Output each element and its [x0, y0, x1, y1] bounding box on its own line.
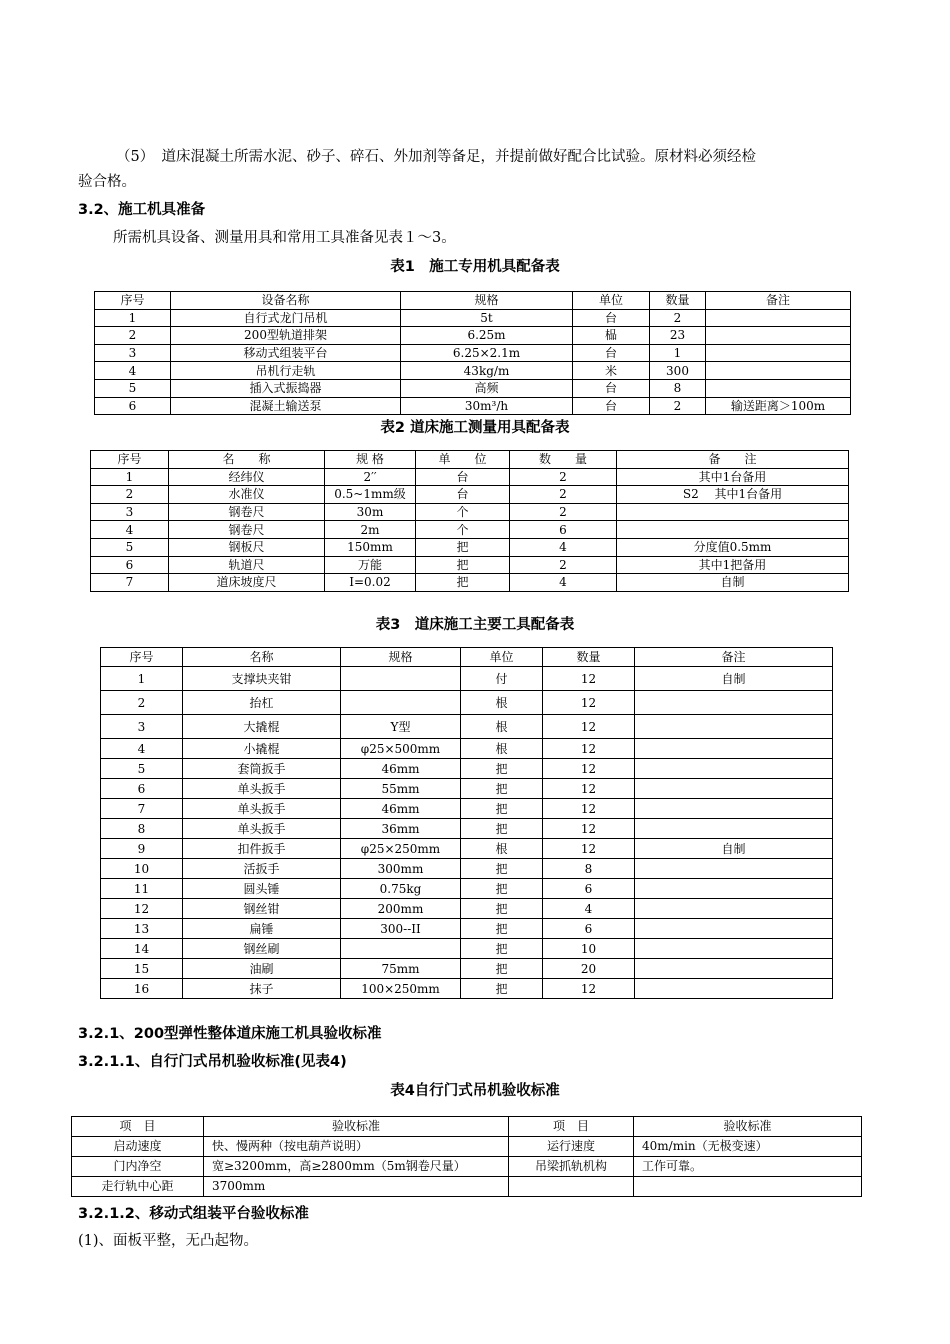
table3-cell: 300mm	[341, 859, 461, 879]
table3-cell	[635, 979, 833, 999]
table1-cell: 2	[650, 309, 706, 327]
table3-cell: 300--II	[341, 919, 461, 939]
table1-cell: 8	[650, 379, 706, 397]
table1-cell: 5	[95, 379, 171, 397]
table3-cell: 套筒扳手	[183, 759, 341, 779]
table3-cell: 8	[543, 859, 635, 879]
table-row	[72, 1157, 862, 1177]
section-3-2-1-title: 3.2.1、200型弹性整体道床施工机具验收标准	[78, 1026, 382, 1042]
table3-cell: 6	[543, 919, 635, 939]
table4-cell: 宽≥3200mm，高≥2800mm（5m钢卷尺量）	[204, 1157, 509, 1177]
table-row	[72, 1137, 862, 1157]
table2	[90, 450, 849, 592]
table2-cell	[617, 503, 849, 521]
table2-header	[91, 451, 849, 469]
table-row	[95, 362, 851, 380]
table4-caption: 表4自行门式吊机验收标准	[390, 1083, 560, 1099]
table3-cell: 根	[461, 691, 543, 715]
table-row	[101, 759, 833, 779]
table1-cell: 1	[95, 309, 171, 327]
table1-cell: 台	[573, 344, 650, 362]
table1-header-cell: 设备名称	[171, 292, 401, 310]
item5-line2: 验合格。	[78, 174, 136, 190]
table3-cell: 把	[461, 819, 543, 839]
table3-cell: 自制	[635, 667, 833, 691]
table1-cell: 6	[95, 397, 171, 415]
table3-cell: 14	[101, 939, 183, 959]
table2-cell: 3	[91, 503, 169, 521]
table3-cell: 把	[461, 879, 543, 899]
table3-cell	[635, 879, 833, 899]
table3-cell: 支撑块夹钳	[183, 667, 341, 691]
table3-cell: 12	[543, 715, 635, 739]
table3-cell	[635, 715, 833, 739]
table1-cell: 吊机行走轨	[171, 362, 401, 380]
table4-cell: 快、慢两种（按电葫芦说明）	[204, 1137, 509, 1157]
table3-cell: 0.75kg	[341, 879, 461, 899]
table2-cell: 2	[510, 468, 617, 486]
table2-cell: 2	[510, 486, 617, 504]
table3-cell	[635, 939, 833, 959]
table3-cell: 1	[101, 667, 183, 691]
table3-cell: 13	[101, 919, 183, 939]
table3-header	[101, 648, 833, 667]
table1-cell: 2	[95, 327, 171, 345]
table3-cell: 6	[543, 879, 635, 899]
table1-cell: 插入式振捣器	[171, 379, 401, 397]
table3-cell: 12	[543, 839, 635, 859]
table4-cell: 吊梁抓轨机构	[509, 1157, 634, 1177]
table-row	[72, 1177, 862, 1197]
table1-cell: 2	[650, 397, 706, 415]
table4	[71, 1116, 862, 1197]
table2-cell: 7	[91, 574, 169, 592]
table4-body	[72, 1137, 862, 1197]
table4-header-cell: 验收标准	[204, 1117, 509, 1137]
table1-cell: 6.25m	[401, 327, 573, 345]
table4-header	[72, 1117, 862, 1137]
table-row	[91, 556, 849, 574]
table4-header-cell: 项 目	[509, 1117, 634, 1137]
table-row	[91, 574, 849, 592]
table2-cell: 钢卷尺	[169, 521, 325, 539]
table3-cell: 把	[461, 759, 543, 779]
table4-header-cell: 项 目	[72, 1117, 204, 1137]
table1-cell: 200型轨道排架	[171, 327, 401, 345]
table1-cell	[706, 309, 851, 327]
table3-cell: 单头扳手	[183, 799, 341, 819]
table4-header-row	[72, 1117, 862, 1137]
table3-header-cell: 数量	[543, 648, 635, 667]
table3-cell: 12	[543, 739, 635, 759]
table3-cell: 单头扳手	[183, 819, 341, 839]
table1	[94, 291, 851, 415]
table3-cell: 10	[543, 939, 635, 959]
table2-cell: 台	[416, 486, 510, 504]
table3-cell: 把	[461, 859, 543, 879]
table3-cell: 20	[543, 959, 635, 979]
table3-cell: 46mm	[341, 759, 461, 779]
section-3-2-title: 3.2、施工机具准备	[78, 202, 206, 218]
table3-cell: 把	[461, 899, 543, 919]
table3-cell: 12	[543, 779, 635, 799]
table3-cell: 7	[101, 799, 183, 819]
table2-cell: 把	[416, 574, 510, 592]
table1-cell: 30m³/h	[401, 397, 573, 415]
table3-cell: 自制	[635, 839, 833, 859]
item5-line1: （5） 道床混凝土所需水泥、砂子、碎石、外加剂等备足，并提前做好配合比试验。原材料必须经检	[116, 149, 756, 165]
table1-cell: 5t	[401, 309, 573, 327]
table2-cell: 个	[416, 503, 510, 521]
table-row	[101, 667, 833, 691]
table-row	[101, 899, 833, 919]
table-row	[101, 939, 833, 959]
table-row	[95, 344, 851, 362]
table2-cell: 5	[91, 538, 169, 556]
table1-cell	[706, 379, 851, 397]
table4-cell: 运行速度	[509, 1137, 634, 1157]
table2-cell: 其中1把备用	[617, 556, 849, 574]
table3-cell: 12	[101, 899, 183, 919]
table3-cell: 100×250mm	[341, 979, 461, 999]
table1-header-row	[95, 292, 851, 310]
table1-cell	[706, 327, 851, 345]
table-row	[101, 691, 833, 715]
table3-cell: 9	[101, 839, 183, 859]
table2-header-cell: 单 位	[416, 451, 510, 469]
table3-cell	[341, 691, 461, 715]
table1-cell: 混凝土输送泵	[171, 397, 401, 415]
table3-cell: 小撬棍	[183, 739, 341, 759]
table1-cell: 43kg/m	[401, 362, 573, 380]
table3-cell: 把	[461, 799, 543, 819]
table1-cell: 台	[573, 309, 650, 327]
table1-cell: 台	[573, 397, 650, 415]
table3-header-cell: 名称	[183, 648, 341, 667]
table2-cell: 个	[416, 521, 510, 539]
table3-cell: 5	[101, 759, 183, 779]
table2-cell: 万能	[325, 556, 416, 574]
section-3-2-1-2-title: 3.2.1.2、移动式组装平台验收标准	[78, 1206, 309, 1222]
table3-cell: 钢丝刷	[183, 939, 341, 959]
table3-cell	[635, 899, 833, 919]
table2-cell: 150mm	[325, 538, 416, 556]
table2-cell: 2m	[325, 521, 416, 539]
table3-cell: 付	[461, 667, 543, 691]
table4-cell: 门内净空	[72, 1157, 204, 1177]
table2-cell: S2 其中1台备用	[617, 486, 849, 504]
table2-cell: 把	[416, 556, 510, 574]
table1-cell: 自行式龙门吊机	[171, 309, 401, 327]
table-row	[101, 739, 833, 759]
table3-cell: 46mm	[341, 799, 461, 819]
table2-cell: 经纬仪	[169, 468, 325, 486]
table3-cell: 抬杠	[183, 691, 341, 715]
table3-cell: 12	[543, 819, 635, 839]
table3-cell: 10	[101, 859, 183, 879]
table1-cell: 高频	[401, 379, 573, 397]
table1-cell: 米	[573, 362, 650, 380]
table3-cell	[635, 779, 833, 799]
table3-cell	[341, 939, 461, 959]
table3-cell: 55mm	[341, 779, 461, 799]
table-row	[101, 959, 833, 979]
table3-cell: 6	[101, 779, 183, 799]
table3-cell: 把	[461, 919, 543, 939]
table3-cell: 12	[543, 799, 635, 819]
table1-cell: 榀	[573, 327, 650, 345]
table-row	[101, 839, 833, 859]
table3-cell: 大撬棍	[183, 715, 341, 739]
table3-cell: 12	[543, 979, 635, 999]
table1-cell: 移动式组装平台	[171, 344, 401, 362]
table3-cell: 钢丝钳	[183, 899, 341, 919]
table-row	[95, 327, 851, 345]
table1-header-cell: 规格	[401, 292, 573, 310]
table-row	[101, 919, 833, 939]
item5-paragraph	[78, 145, 868, 195]
table3-header-cell: 单位	[461, 648, 543, 667]
table1-header-cell: 备注	[706, 292, 851, 310]
table2-cell: 1	[91, 468, 169, 486]
table-row	[101, 799, 833, 819]
table3-cell: 根	[461, 839, 543, 859]
table2-cell: 4	[91, 521, 169, 539]
table-row	[101, 859, 833, 879]
table3-cell: 11	[101, 879, 183, 899]
table3-cell: 扁锤	[183, 919, 341, 939]
table2-cell: 水准仪	[169, 486, 325, 504]
table-row	[101, 979, 833, 999]
table3-cell	[635, 959, 833, 979]
table1-cell: 23	[650, 327, 706, 345]
table3-cell: 单头扳手	[183, 779, 341, 799]
table2-header-row	[91, 451, 849, 469]
table3-cell: 把	[461, 939, 543, 959]
table4-cell: 3700mm	[204, 1177, 509, 1197]
table3-header-cell: 规格	[341, 648, 461, 667]
table3-cell: 16	[101, 979, 183, 999]
table3-cell: 根	[461, 715, 543, 739]
table4-cell	[634, 1177, 862, 1197]
table1-cell	[706, 362, 851, 380]
table1-cell: 1	[650, 344, 706, 362]
table2-cell: 4	[510, 538, 617, 556]
section-3-2-1-1-title: 3.2.1.1、自行门式吊机验收标准(见表4)	[78, 1054, 347, 1070]
table3-cell	[635, 859, 833, 879]
table2-cell: 钢卷尺	[169, 503, 325, 521]
table-row	[101, 819, 833, 839]
table2-header-cell: 备 注	[617, 451, 849, 469]
table1-cell: 4	[95, 362, 171, 380]
table4-cell: 启动速度	[72, 1137, 204, 1157]
table3-cell: 把	[461, 979, 543, 999]
table2-cell: 6	[510, 521, 617, 539]
table2-cell: 0.5~1mm级	[325, 486, 416, 504]
table3-cell	[635, 759, 833, 779]
table2-cell: 2′′	[325, 468, 416, 486]
table1-cell	[706, 344, 851, 362]
table4-cell: 走行轨中心距	[72, 1177, 204, 1197]
table3-cell: 12	[543, 667, 635, 691]
table3-cell	[635, 819, 833, 839]
section-3-2-1-2-item1: (1)、面板平整，无凸起物。	[78, 1233, 259, 1249]
table3-cell: 圆头锤	[183, 879, 341, 899]
table2-cell: 其中1台备用	[617, 468, 849, 486]
table4-cell: 工作可靠。	[634, 1157, 862, 1177]
table-row	[91, 486, 849, 504]
table2-caption: 表2 道床施工测量用具配备表	[380, 420, 570, 436]
table2-header-cell: 序号	[91, 451, 169, 469]
table2-header-cell: 规 格	[325, 451, 416, 469]
table1-header-cell: 数量	[650, 292, 706, 310]
table1-body	[95, 309, 851, 415]
table3-cell	[635, 919, 833, 939]
table3-cell: Y型	[341, 715, 461, 739]
table2-cell: 30m	[325, 503, 416, 521]
table-row	[91, 538, 849, 556]
table3-cell	[341, 667, 461, 691]
table1-cell: 3	[95, 344, 171, 362]
table-row	[91, 521, 849, 539]
table-row	[91, 503, 849, 521]
table-row	[101, 779, 833, 799]
table3-header-cell: 序号	[101, 648, 183, 667]
table3-cell: 12	[543, 759, 635, 779]
table4-cell: 40m/min（无极变速）	[634, 1137, 862, 1157]
table3	[100, 647, 833, 999]
table3-cell: 2	[101, 691, 183, 715]
table3-cell: 36mm	[341, 819, 461, 839]
table3-cell: 抹子	[183, 979, 341, 999]
table3-cell	[635, 799, 833, 819]
table3-cell: 4	[101, 739, 183, 759]
table2-cell: 6	[91, 556, 169, 574]
table3-header-cell: 备注	[635, 648, 833, 667]
table-row	[95, 379, 851, 397]
table1-cell: 300	[650, 362, 706, 380]
table3-cell: 把	[461, 779, 543, 799]
table-row	[101, 715, 833, 739]
table3-cell: 15	[101, 959, 183, 979]
table3-cell: 4	[543, 899, 635, 919]
table3-cell: φ25×250mm	[341, 839, 461, 859]
table3-cell: 把	[461, 959, 543, 979]
table3-cell: 扣件扳手	[183, 839, 341, 859]
table3-cell	[635, 691, 833, 715]
table-row	[95, 309, 851, 327]
table2-body	[91, 468, 849, 591]
table2-cell: 轨道尺	[169, 556, 325, 574]
table1-header	[95, 292, 851, 310]
table3-cell: φ25×500mm	[341, 739, 461, 759]
table1-header-cell: 单位	[573, 292, 650, 310]
table3-cell: 8	[101, 819, 183, 839]
table1-cell: 台	[573, 379, 650, 397]
table3-caption: 表3 道床施工主要工具配备表	[375, 617, 575, 633]
table2-cell: 2	[510, 503, 617, 521]
table2-header-cell: 数 量	[510, 451, 617, 469]
table3-cell: 200mm	[341, 899, 461, 919]
table3-cell: 活扳手	[183, 859, 341, 879]
table2-cell: 钢板尺	[169, 538, 325, 556]
table2-cell: 道床坡度尺	[169, 574, 325, 592]
table2-cell: 台	[416, 468, 510, 486]
table2-cell: 2	[91, 486, 169, 504]
table3-cell	[635, 739, 833, 759]
table2-cell: 2	[510, 556, 617, 574]
table-row	[95, 397, 851, 415]
table3-header-row	[101, 648, 833, 667]
table2-cell: 4	[510, 574, 617, 592]
table-row	[91, 468, 849, 486]
table2-cell: 把	[416, 538, 510, 556]
table2-cell: I=0.02	[325, 574, 416, 592]
table3-cell: 75mm	[341, 959, 461, 979]
table2-header-cell: 名 称	[169, 451, 325, 469]
table1-cell: 输送距离＞100m	[706, 397, 851, 415]
table2-cell	[617, 521, 849, 539]
table2-cell: 分度值0.5mm	[617, 538, 849, 556]
table-row	[101, 879, 833, 899]
table4-cell	[509, 1177, 634, 1197]
table3-cell: 3	[101, 715, 183, 739]
table1-cell: 6.25×2.1m	[401, 344, 573, 362]
table3-body	[101, 667, 833, 999]
table4-header-cell: 验收标准	[634, 1117, 862, 1137]
table3-cell: 油刷	[183, 959, 341, 979]
table1-caption: 表1 施工专用机具配备表	[390, 259, 560, 275]
table3-cell: 根	[461, 739, 543, 759]
table3-cell: 12	[543, 691, 635, 715]
table1-header-cell: 序号	[95, 292, 171, 310]
table2-cell: 自制	[617, 574, 849, 592]
section-3-2-text: 所需机具设备、测量用具和常用工具准备见表１～3。	[113, 230, 456, 246]
